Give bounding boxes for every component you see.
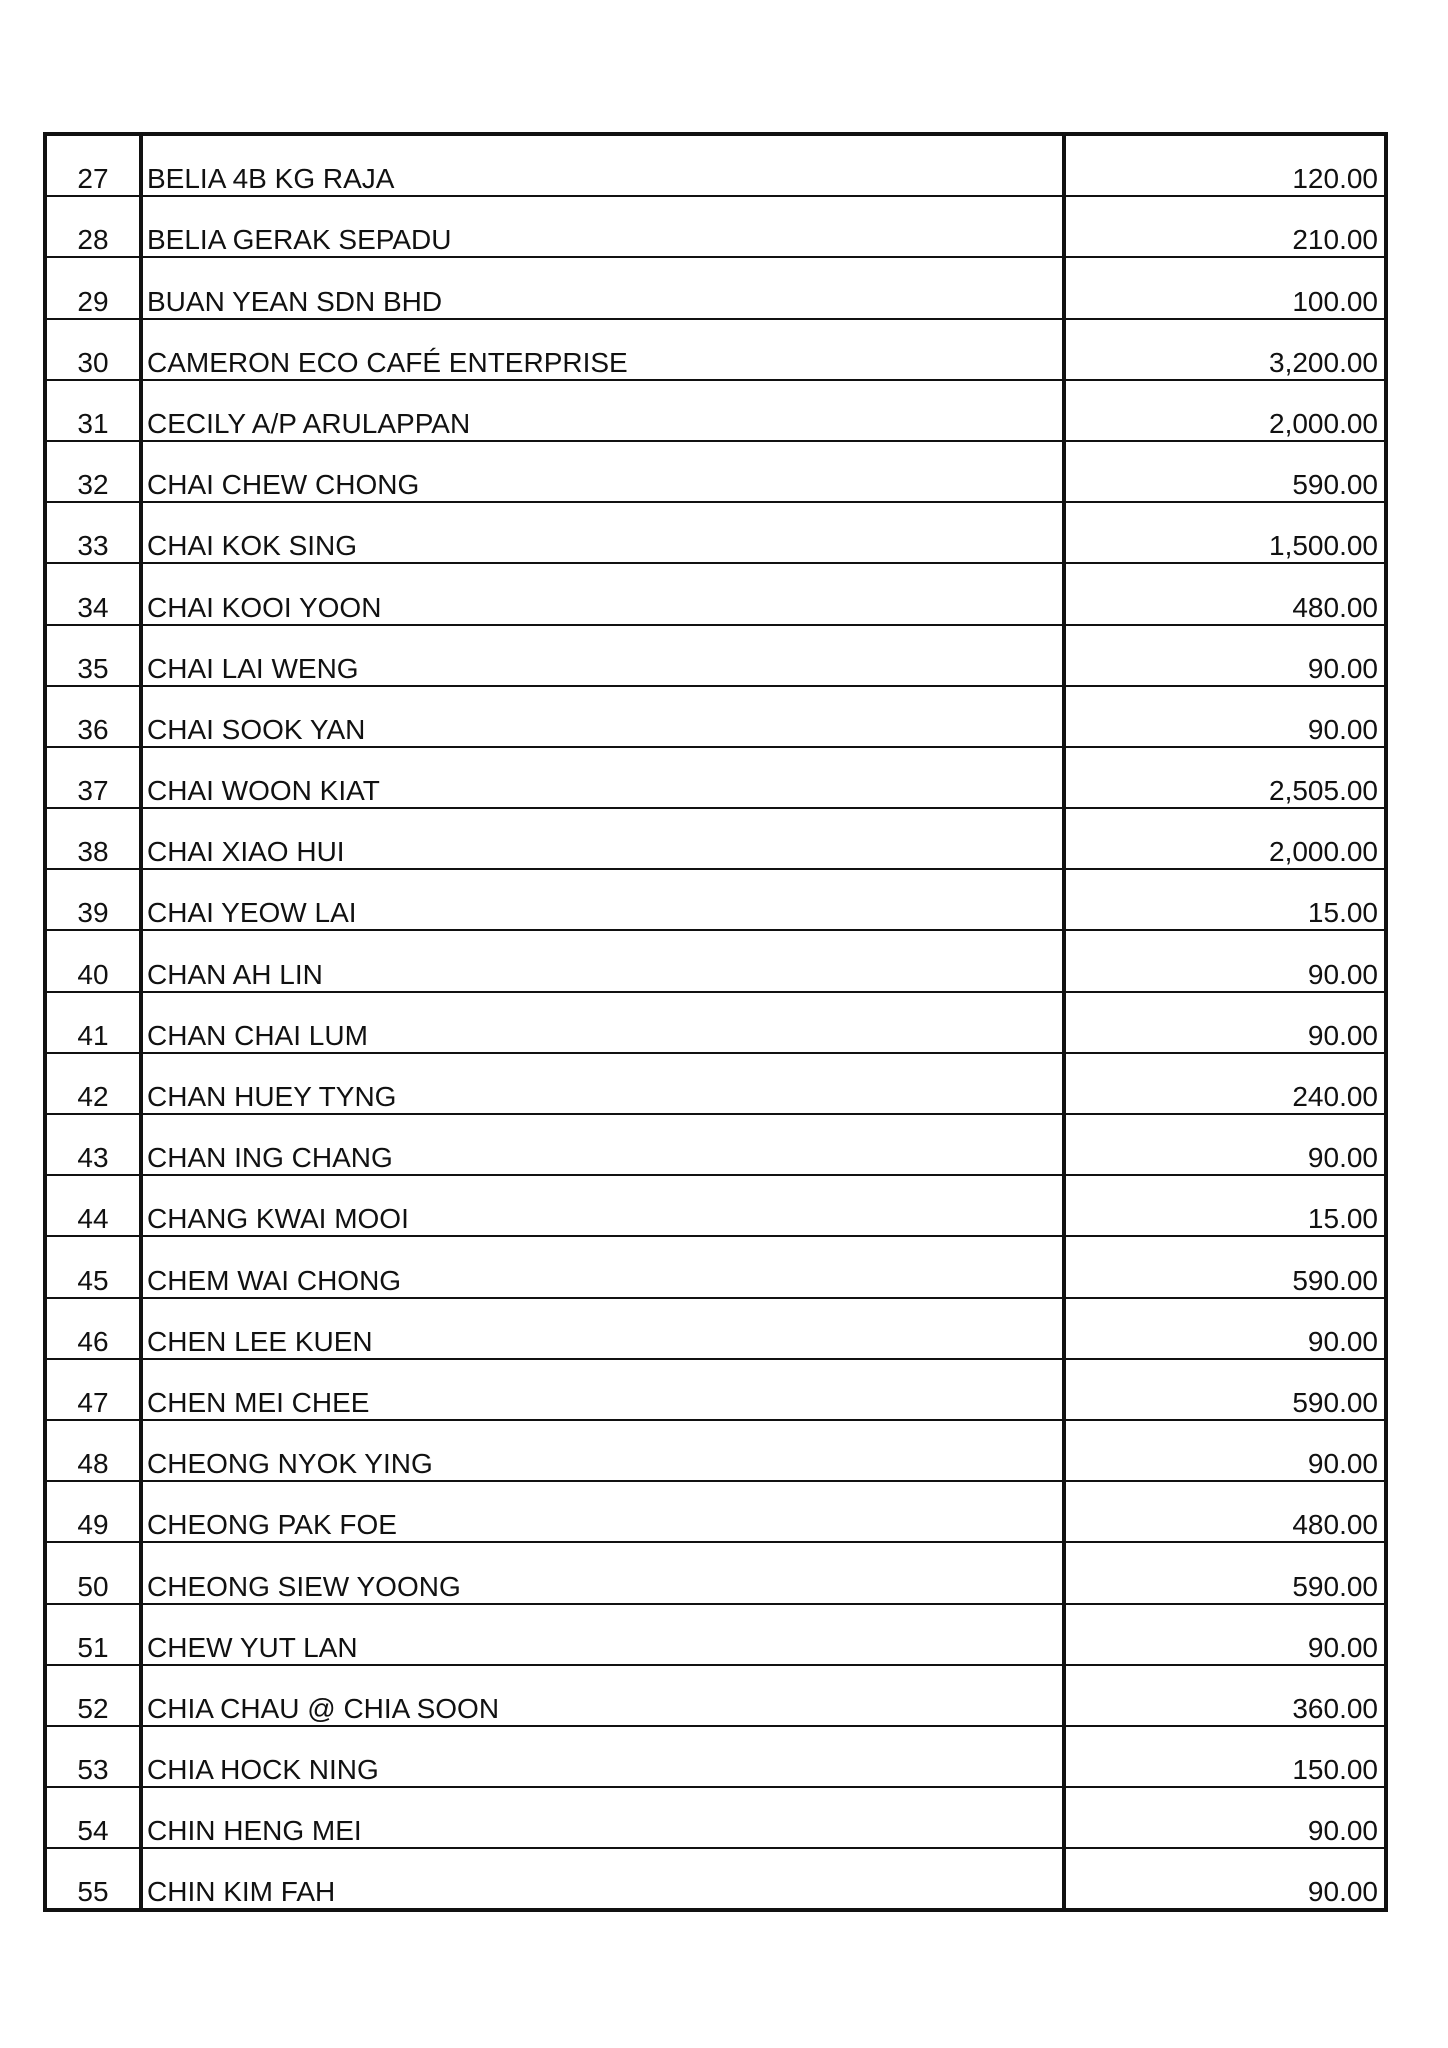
row-amount-cell: 3,200.00 [1064,319,1386,380]
table-row [45,1481,1386,1542]
row-name-cell: CHAI CHEW CHONG [141,441,1064,502]
row-amount-cell: 590.00 [1064,441,1386,502]
row-name-cell: CHAI XIAO HUI [141,808,1064,869]
table-row [45,992,1386,1053]
row-name-cell: CHIA HOCK NING [141,1726,1064,1787]
table-row [45,1420,1386,1481]
table-row [45,441,1386,502]
row-amount-cell: 90.00 [1064,1848,1386,1910]
row-name-cell: CHEONG NYOK YING [141,1420,1064,1481]
row-amount-cell: 590.00 [1064,1542,1386,1603]
row-number-cell: 37 [45,747,141,808]
row-amount-cell: 90.00 [1064,1114,1386,1175]
row-amount-cell: 100.00 [1064,257,1386,318]
row-name-cell: CHEONG SIEW YOONG [141,1542,1064,1603]
row-number-cell: 39 [45,869,141,930]
table-row [45,1665,1386,1726]
row-amount-cell: 590.00 [1064,1359,1386,1420]
table-row [45,1175,1386,1236]
row-number-cell: 32 [45,441,141,502]
row-name-cell: CHIA CHAU @ CHIA SOON [141,1665,1064,1726]
row-amount-cell: 90.00 [1064,992,1386,1053]
row-name-cell: CHAI WOON KIAT [141,747,1064,808]
table-row [45,930,1386,991]
row-amount-cell: 2,000.00 [1064,380,1386,441]
table-row [45,625,1386,686]
row-number-cell: 41 [45,992,141,1053]
row-name-cell: CHEN MEI CHEE [141,1359,1064,1420]
row-number-cell: 36 [45,686,141,747]
row-name-cell: CHAN AH LIN [141,930,1064,991]
row-name-cell: CHAI YEOW LAI [141,869,1064,930]
row-number-cell: 54 [45,1787,141,1848]
table-row [45,1787,1386,1848]
table-row [45,869,1386,930]
row-name-cell: CHAN ING CHANG [141,1114,1064,1175]
row-number-cell: 55 [45,1848,141,1910]
row-name-cell: CAMERON ECO CAFÉ ENTERPRISE [141,319,1064,380]
row-name-cell: CHAI SOOK YAN [141,686,1064,747]
row-amount-cell: 90.00 [1064,1604,1386,1665]
row-amount-cell: 15.00 [1064,1175,1386,1236]
row-amount-cell: 360.00 [1064,1665,1386,1726]
table-row [45,257,1386,318]
row-amount-cell: 90.00 [1064,930,1386,991]
row-number-cell: 33 [45,502,141,563]
row-number-cell: 34 [45,563,141,624]
row-number-cell: 48 [45,1420,141,1481]
table-row [45,1726,1386,1787]
contribution-table [43,132,1388,1912]
row-number-cell: 35 [45,625,141,686]
table-row [45,1359,1386,1420]
row-name-cell: BUAN YEAN SDN BHD [141,257,1064,318]
row-name-cell: BELIA 4B KG RAJA [141,134,1064,196]
row-amount-cell: 480.00 [1064,1481,1386,1542]
row-number-cell: 30 [45,319,141,380]
table-row [45,686,1386,747]
row-amount-cell: 90.00 [1064,1420,1386,1481]
table-row [45,808,1386,869]
row-amount-cell: 150.00 [1064,1726,1386,1787]
table-row [45,747,1386,808]
row-amount-cell: 90.00 [1064,1787,1386,1848]
table-row [45,196,1386,257]
table-row [45,1114,1386,1175]
row-amount-cell: 2,505.00 [1064,747,1386,808]
row-amount-cell: 590.00 [1064,1236,1386,1297]
table-row [45,1848,1386,1910]
table-row [45,1236,1386,1297]
row-number-cell: 27 [45,134,141,196]
row-number-cell: 43 [45,1114,141,1175]
row-name-cell: CHEW YUT LAN [141,1604,1064,1665]
row-name-cell: CHEM WAI CHONG [141,1236,1064,1297]
row-amount-cell: 210.00 [1064,196,1386,257]
table-row [45,1542,1386,1603]
row-name-cell: CHEN LEE KUEN [141,1298,1064,1359]
row-amount-cell: 480.00 [1064,563,1386,624]
row-number-cell: 49 [45,1481,141,1542]
row-amount-cell: 90.00 [1064,1298,1386,1359]
table-row [45,563,1386,624]
row-amount-cell: 1,500.00 [1064,502,1386,563]
table-row [45,1604,1386,1665]
row-number-cell: 51 [45,1604,141,1665]
row-amount-cell: 240.00 [1064,1053,1386,1114]
row-name-cell: CHAN HUEY TYNG [141,1053,1064,1114]
row-number-cell: 52 [45,1665,141,1726]
row-number-cell: 44 [45,1175,141,1236]
table-row [45,1298,1386,1359]
row-number-cell: 45 [45,1236,141,1297]
row-number-cell: 46 [45,1298,141,1359]
row-number-cell: 50 [45,1542,141,1603]
row-name-cell: CHANG KWAI MOOI [141,1175,1064,1236]
row-name-cell: CHAN CHAI LUM [141,992,1064,1053]
table-row [45,502,1386,563]
row-name-cell: CHEONG PAK FOE [141,1481,1064,1542]
table-body [45,134,1386,1910]
table-row [45,134,1386,196]
row-number-cell: 28 [45,196,141,257]
row-number-cell: 42 [45,1053,141,1114]
table-row [45,319,1386,380]
row-number-cell: 38 [45,808,141,869]
table-row [45,380,1386,441]
row-name-cell: BELIA GERAK SEPADU [141,196,1064,257]
row-name-cell: CECILY A/P ARULAPPAN [141,380,1064,441]
row-number-cell: 47 [45,1359,141,1420]
row-number-cell: 31 [45,380,141,441]
row-name-cell: CHAI KOOI YOON [141,563,1064,624]
row-number-cell: 40 [45,930,141,991]
row-name-cell: CHAI LAI WENG [141,625,1064,686]
row-name-cell: CHIN HENG MEI [141,1787,1064,1848]
row-number-cell: 53 [45,1726,141,1787]
table-row [45,1053,1386,1114]
row-amount-cell: 90.00 [1064,686,1386,747]
row-amount-cell: 120.00 [1064,134,1386,196]
row-amount-cell: 2,000.00 [1064,808,1386,869]
row-amount-cell: 15.00 [1064,869,1386,930]
row-number-cell: 29 [45,257,141,318]
row-name-cell: CHIN KIM FAH [141,1848,1064,1910]
row-name-cell: CHAI KOK SING [141,502,1064,563]
row-amount-cell: 90.00 [1064,625,1386,686]
